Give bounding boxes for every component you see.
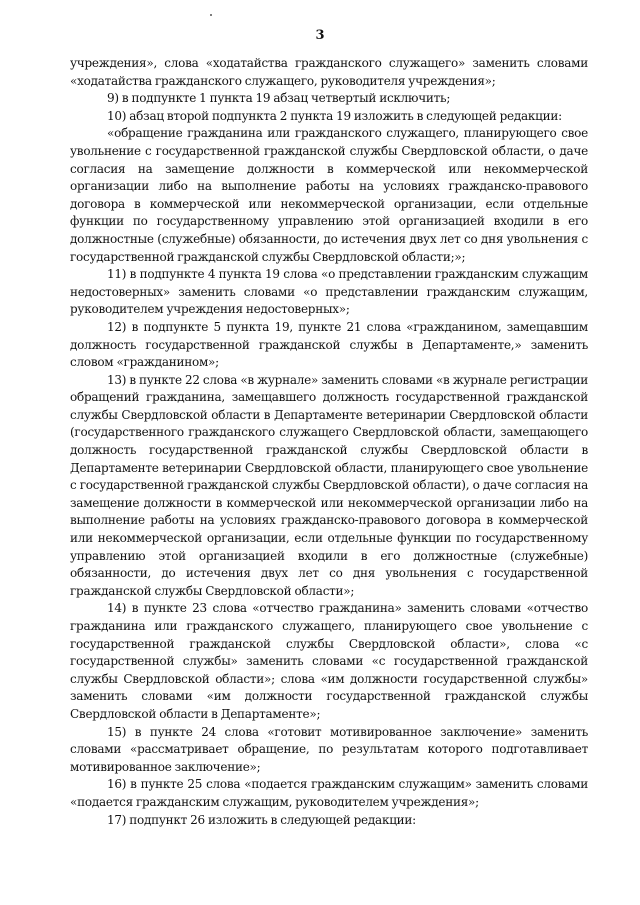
paragraph: 17) подпункт 26 изложить в следующей редакции:	[107, 812, 416, 827]
paragraph-continuation: учреждения», слова «ходатайства гражданского служащего» заменить словами «ходатайства гражданского служащего, руководителя учреждения»;	[70, 56, 588, 88]
scan-speck	[210, 14, 212, 16]
paragraph: 15) в пункте 24 слова «готовит мотивированное заключение» заменить словами «рассматривает обращение, по результатам которого подготавливает мотивированное заключение»;	[70, 724, 588, 774]
paragraph: 12) в подпункте 5 пункта 19, пункте 21 слова «гражданином, замещавшим должность государственной гражданской службы в Департаменте,» заменить словом «гражданином»;	[70, 319, 588, 370]
paragraph: 9) в подпункте 1 пункта 19 абзац четвертый исключить;	[107, 91, 451, 106]
paragraph: «обращение гражданина или гражданского служащего, планирующего свое увольнение с государственной гражданской службы Свердловской области, о даче согласия на замещение должности в коммерческой или некоммерческой организации либо на выполнение работы на условиях гражданско-правового договора в коммерческой или некоммерческой организации, если отдельные функции по государственному управлению этой организацией входили в его должностные (служебные) обязанности, до истечения двух лет со дня увольнения с государственной гражданской службы Свердловской области;»;	[70, 126, 588, 264]
paragraph: 13) в пункте 22 слова «в журнале» заменить словами «в журнале регистрации обращений гражданина, замещавшего должность государственной гражданской службы Свердловской области в Департаменте ветеринарии Свердловской области (государственного гражданского служащего Свердловской области, замещающего должность государственной гражданской службы Свердловской области в Департаменте ветеринарии Свердловской области, планирующего свое увольнение с государственной гражданской службы Свердловской области), о даче согласия на замещение должности в коммерческой или некоммерческой организации либо на выполнение работы на условиях гражданско-правового договора в коммерческой или некоммерческой организации, если отдельные функции по государственному управлению этой организацией входили в его должностные (служебные) обязанности, до истечения двух лет со дня увольнения с государственной гражданской службы Свердловской области»;	[70, 372, 588, 598]
document-body	[70, 55, 588, 829]
paragraph: 11) в подпункте 4 пункта 19 слова «о представлении гражданским служащим недостоверных» заменить словами «о представлении гражданским служащим, руководителем учреждения недостоверных»;	[70, 267, 588, 317]
paragraph: 10) абзац второй подпункта 2 пункта 19 изложить в следующей редакции:	[107, 108, 562, 123]
paragraph: 16) в пункте 25 слова «подается гражданским служащим» заменить словами «подается гражданским служащим, руководителем учреждения»;	[70, 777, 588, 809]
paragraph: 14) в пункте 23 слова «отчество гражданина» заменить словами «отчество гражданина или гражданского служащего, планирующего свое увольнение с государственной гражданской службы Свердловской области», слова «с государственной службы» заменить словами «с государственной гражданской службы Свердловской области»; слова «им должности государственной службы» заменить словами «им должности государственной гражданской службы Свердловской области в Департаменте»;	[70, 601, 588, 721]
page-number: 3	[315, 28, 325, 43]
